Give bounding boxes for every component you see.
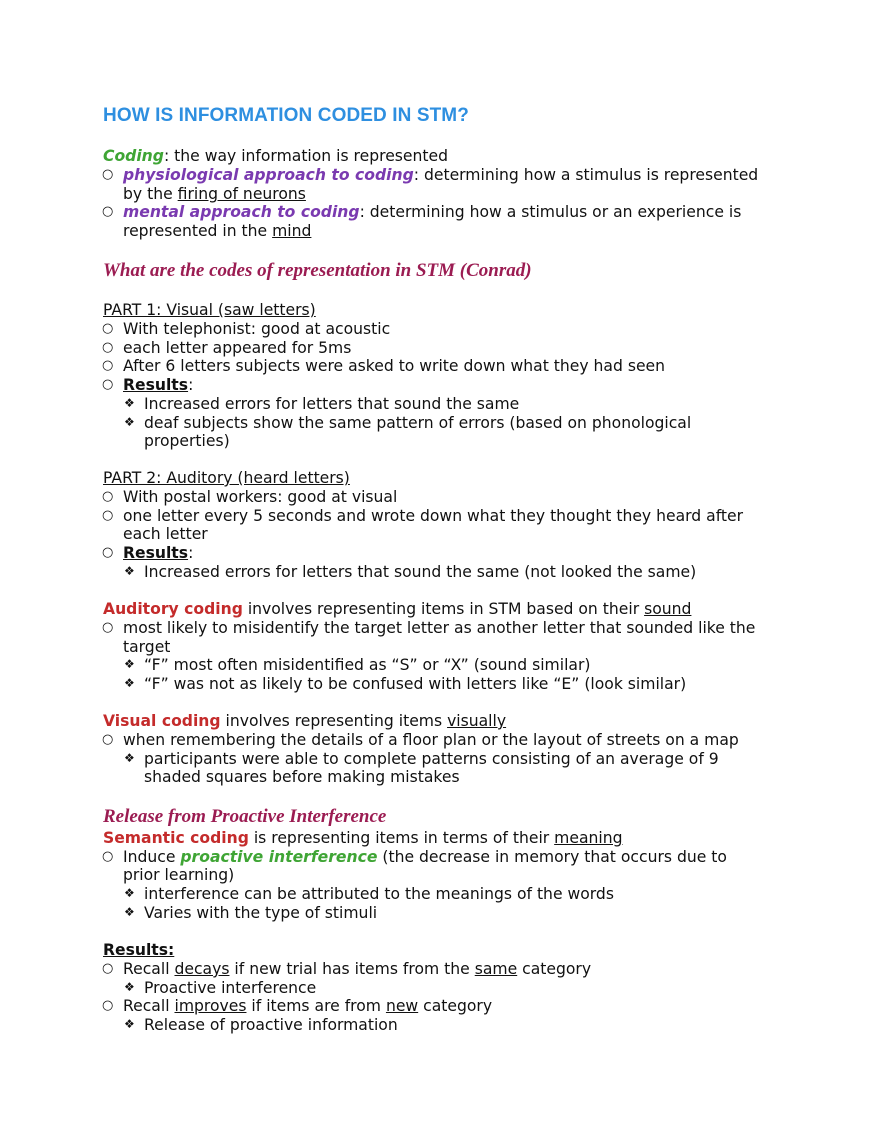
results-label: Results: [123,544,194,562]
circle-bullet-icon: ○ [102,849,114,864]
circle-bullet-icon: ○ [102,377,114,392]
part1-heading: PART 1: Visual (saw letters) [103,301,316,319]
coding-term: Coding [103,147,164,165]
diamond-bullet-icon: ❖ [124,886,135,900]
part2-heading: PART 2: Auditory (heard letters) [103,469,350,487]
circle-bullet-icon: ○ [102,204,114,219]
results-label: Results: [123,376,194,394]
semantic-coding-definition: Semantic coding is representing items in terms of their meaning [103,829,623,847]
diamond-bullet-icon: ❖ [124,751,135,765]
list-item: Recall improves if items are from new category [123,997,493,1015]
list-item: With telephonist: good at acoustic [123,320,391,338]
visual-coding-definition: Visual coding involves representing items visually [103,712,507,730]
sub-item: “F” was not as likely to be confused with letters like “E” (look similar) [144,675,687,693]
sub-item: Increased errors for letters that sound the same (not looked the same) [144,563,697,581]
list-item-continuation: target [123,638,171,656]
circle-bullet-icon: ○ [102,167,114,182]
list-item: most likely to misidentify the target letter as another letter that sounded like the [123,619,756,637]
release-heading: Release from Proactive Interference [103,806,387,827]
sub-item: “F” most often misidentified as “S” or “X” (sound similar) [144,656,591,674]
circle-bullet-icon: ○ [102,732,114,747]
list-item-continuation: prior learning) [123,866,235,884]
list-item: each letter appeared for 5ms [123,339,352,357]
circle-bullet-icon: ○ [102,489,114,504]
circle-bullet-icon: ○ [102,508,114,523]
diamond-bullet-icon: ❖ [124,980,135,994]
diamond-bullet-icon: ❖ [124,676,135,690]
results-heading: Results: [103,941,175,959]
diamond-bullet-icon: ❖ [124,1017,135,1031]
list-item: one letter every 5 seconds and wrote down what they thought they heard after [123,507,744,525]
sub-item-continuation: shaded squares before making mistakes [144,768,460,786]
circle-bullet-icon: ○ [102,545,114,560]
sub-item: Increased errors for letters that sound the same [144,395,520,413]
coding-definition: Coding: the way information is represented [103,147,448,165]
conrad-heading: What are the codes of representation in STM (Conrad) [103,260,532,281]
list-item: mental approach to coding: determining how a stimulus or an experience is [123,203,742,221]
sub-item-continuation: properties) [144,432,230,450]
circle-bullet-icon: ○ [102,358,114,373]
list-item-continuation: by the firing of neurons [123,185,306,203]
diamond-bullet-icon: ❖ [124,564,135,578]
circle-bullet-icon: ○ [102,340,114,355]
diamond-bullet-icon: ❖ [124,905,135,919]
sub-item: deaf subjects show the same pattern of errors (based on phonological [144,414,692,432]
list-item: After 6 letters subjects were asked to write down what they had seen [123,357,666,375]
circle-bullet-icon: ○ [102,620,114,635]
list-item: With postal workers: good at visual [123,488,398,506]
list-item-continuation: represented in the mind [123,222,312,240]
auditory-coding-definition: Auditory coding involves representing items in STM based on their sound [103,600,692,618]
diamond-bullet-icon: ❖ [124,415,135,429]
list-item-continuation: each letter [123,525,208,543]
circle-bullet-icon: ○ [102,998,114,1013]
diamond-bullet-icon: ❖ [124,657,135,671]
list-item: Recall decays if new trial has items from the same category [123,960,592,978]
sub-item: participants were able to complete patterns consisting of an average of 9 [144,750,719,768]
circle-bullet-icon: ○ [102,961,114,976]
list-item: Induce proactive interference (the decrease in memory that occurs due to [123,848,727,866]
sub-item: interference can be attributed to the meanings of the words [144,885,614,903]
sub-item: Release of proactive information [144,1016,398,1034]
circle-bullet-icon: ○ [102,321,114,336]
sub-item: Varies with the type of stimuli [144,904,378,922]
page-title: HOW IS INFORMATION CODED IN STM? [103,105,469,126]
list-item: physiological approach to coding: determining how a stimulus is represented [123,166,759,184]
sub-item: Proactive interference [144,979,317,997]
list-item: when remembering the details of a floor plan or the layout of streets on a map [123,731,739,749]
diamond-bullet-icon: ❖ [124,396,135,410]
